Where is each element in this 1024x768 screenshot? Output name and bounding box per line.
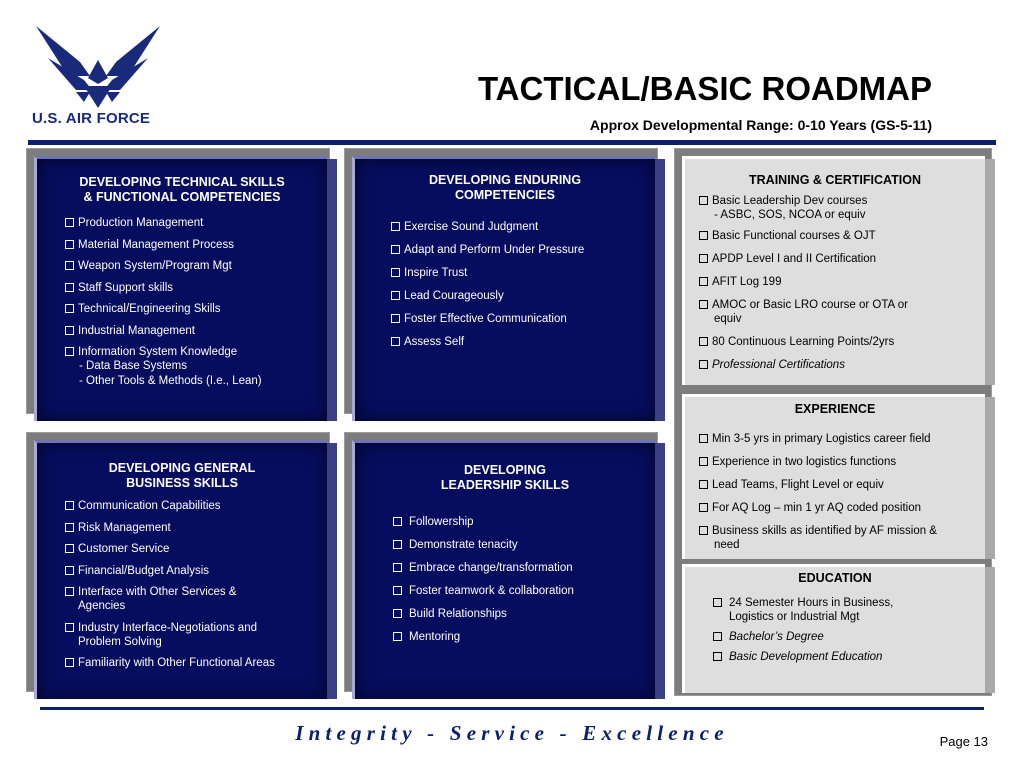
- checkbox-icon: [65, 326, 74, 335]
- checkbox-icon: [65, 566, 74, 575]
- checkbox-icon: [393, 563, 402, 572]
- list-item: Build Relationships: [393, 607, 655, 621]
- business-skills-title: DEVELOPING GENERAL BUSINESS SKILLS: [108, 461, 256, 490]
- checkbox-icon: [65, 501, 74, 510]
- checkbox-icon: [699, 196, 708, 205]
- checkbox-icon: [393, 517, 402, 526]
- list-item: 24 Semester Hours in Business, Logistics or Industrial Mgt: [713, 596, 985, 624]
- list-item: Inspire Trust: [391, 266, 655, 280]
- list-item: Mentoring: [393, 630, 655, 644]
- list-item: Information System Knowledge: [65, 345, 327, 359]
- checkbox-icon: [65, 658, 74, 667]
- list-item: Assess Self: [391, 335, 655, 349]
- list-item: Customer Service: [65, 542, 327, 556]
- technical-skills-panel: [34, 156, 327, 421]
- list-item: Foster Effective Communication: [391, 312, 655, 326]
- list-item: Basic Functional courses & OJT: [699, 229, 985, 243]
- checkbox-icon: [699, 526, 708, 535]
- list-item: Experience in two logistics functions: [699, 455, 985, 469]
- list-item: AFIT Log 199: [699, 275, 985, 289]
- checkbox-icon: [65, 587, 74, 596]
- technical-skills-title: DEVELOPING TECHNICAL SKILLS & FUNCTIONAL COMPETENCIES: [79, 175, 285, 204]
- list-item: Lead Courageously: [391, 289, 655, 303]
- checkbox-icon: [699, 360, 708, 369]
- training-certification-title: TRAINING & CERTIFICATION: [749, 173, 921, 187]
- checkbox-icon: [699, 277, 708, 286]
- checkbox-icon: [713, 598, 722, 607]
- list-item: APDP Level I and II Certification: [699, 252, 985, 266]
- list-item: Interface with Other Services & Agencies: [65, 585, 327, 613]
- checkbox-icon: [699, 337, 708, 346]
- checkbox-icon: [65, 304, 74, 313]
- checkbox-icon: [65, 544, 74, 553]
- checkbox-icon: [699, 480, 708, 489]
- checkbox-icon: [65, 347, 74, 356]
- list-item: Embrace change/transformation: [393, 561, 655, 575]
- list-item: Production Management: [65, 216, 327, 230]
- list-item: Familiarity with Other Functional Areas: [65, 656, 327, 670]
- list-item: Foster teamwork & collaboration: [393, 584, 655, 598]
- leadership-skills-title: DEVELOPING LEADERSHIP SKILLS: [440, 463, 570, 492]
- checkbox-icon: [393, 586, 402, 595]
- list-item: AMOC or Basic LRO course or OTA or equiv: [699, 298, 985, 326]
- list-item: Industry Interface-Negotiations and Problem Solving: [65, 621, 327, 649]
- checkbox-icon: [65, 218, 74, 227]
- header-divider: [28, 140, 996, 145]
- checkbox-icon: [393, 540, 402, 549]
- checkbox-icon: [699, 457, 708, 466]
- experience-title: EXPERIENCE: [794, 402, 876, 416]
- list-item: Industrial Management: [65, 324, 327, 338]
- list-item: Financial/Budget Analysis: [65, 564, 327, 578]
- page-number: Page 13: [939, 734, 988, 749]
- list-item: Material Management Process: [65, 238, 327, 252]
- checkbox-icon: [393, 609, 402, 618]
- checkbox-icon: [391, 245, 400, 254]
- checkbox-icon: [699, 231, 708, 240]
- list-item: Risk Management: [65, 521, 327, 535]
- education-panel: [682, 564, 985, 693]
- list-item: Bachelor’s Degree: [713, 630, 985, 644]
- list-item: Lead Teams, Flight Level or equiv: [699, 478, 985, 492]
- checkbox-icon: [65, 623, 74, 632]
- logo-text: U.S. AIR FORCE: [32, 110, 151, 127]
- sub-item: - Other Tools & Methods (I.e., Lean): [79, 374, 262, 387]
- footer-motto: Integrity - Service - Excellence: [295, 721, 729, 745]
- checkbox-icon: [65, 523, 74, 532]
- checkbox-icon: [65, 261, 74, 270]
- list-item: Basic Development Education: [713, 650, 985, 664]
- checkbox-icon: [699, 300, 708, 309]
- page-subtitle: Approx Developmental Range: 0-10 Years (GS-5-11): [589, 117, 932, 133]
- list-item: Min 3-5 yrs in primary Logistics career field: [699, 432, 985, 446]
- checkbox-icon: [391, 314, 400, 323]
- list-item: Exercise Sound Judgment: [391, 220, 655, 234]
- leadership-skills-panel: [352, 440, 655, 699]
- business-skills-panel: [34, 440, 327, 699]
- enduring-competencies-panel: [352, 156, 655, 421]
- checkbox-icon: [65, 283, 74, 292]
- list-item: Professional Certifications: [699, 358, 985, 372]
- list-item: Staff Support skills: [65, 281, 327, 295]
- list-item: Communication Capabilities: [65, 499, 327, 513]
- education-title: EDUCATION: [798, 571, 872, 585]
- list-item: Weapon System/Program Mgt: [65, 259, 327, 273]
- list-item: For AQ Log – min 1 yr AQ coded position: [699, 501, 985, 515]
- list-item: Adapt and Perform Under Pressure: [391, 243, 655, 257]
- page-title: TACTICAL/BASIC ROADMAP: [477, 70, 932, 107]
- list-item: Demonstrate tenacity: [393, 538, 655, 552]
- checkbox-icon: [391, 222, 400, 231]
- checkbox-icon: [699, 503, 708, 512]
- list-item: Business skills as identified by AF mission & need: [699, 524, 985, 552]
- checkbox-icon: [699, 434, 708, 443]
- checkbox-icon: [391, 268, 400, 277]
- footer-divider: [40, 707, 984, 710]
- list-item: Technical/Engineering Skills: [65, 302, 327, 316]
- checkbox-icon: [713, 632, 722, 641]
- list-item: 80 Continuous Learning Points/2yrs: [699, 335, 985, 349]
- enduring-competencies-title: DEVELOPING ENDURING COMPETENCIES: [428, 173, 582, 202]
- checkbox-icon: [391, 337, 400, 346]
- checkbox-icon: [699, 254, 708, 263]
- training-certification-panel: [682, 156, 985, 385]
- checkbox-icon: [391, 291, 400, 300]
- list-item: Followership: [393, 515, 655, 529]
- experience-panel: [682, 394, 985, 559]
- sub-item: - Data Base Systems: [79, 360, 188, 372]
- list-item: Basic Leadership Dev courses - ASBC, SOS, NCOA or equiv: [699, 194, 985, 222]
- checkbox-icon: [65, 240, 74, 249]
- checkbox-icon: [713, 652, 722, 661]
- checkbox-icon: [393, 632, 402, 641]
